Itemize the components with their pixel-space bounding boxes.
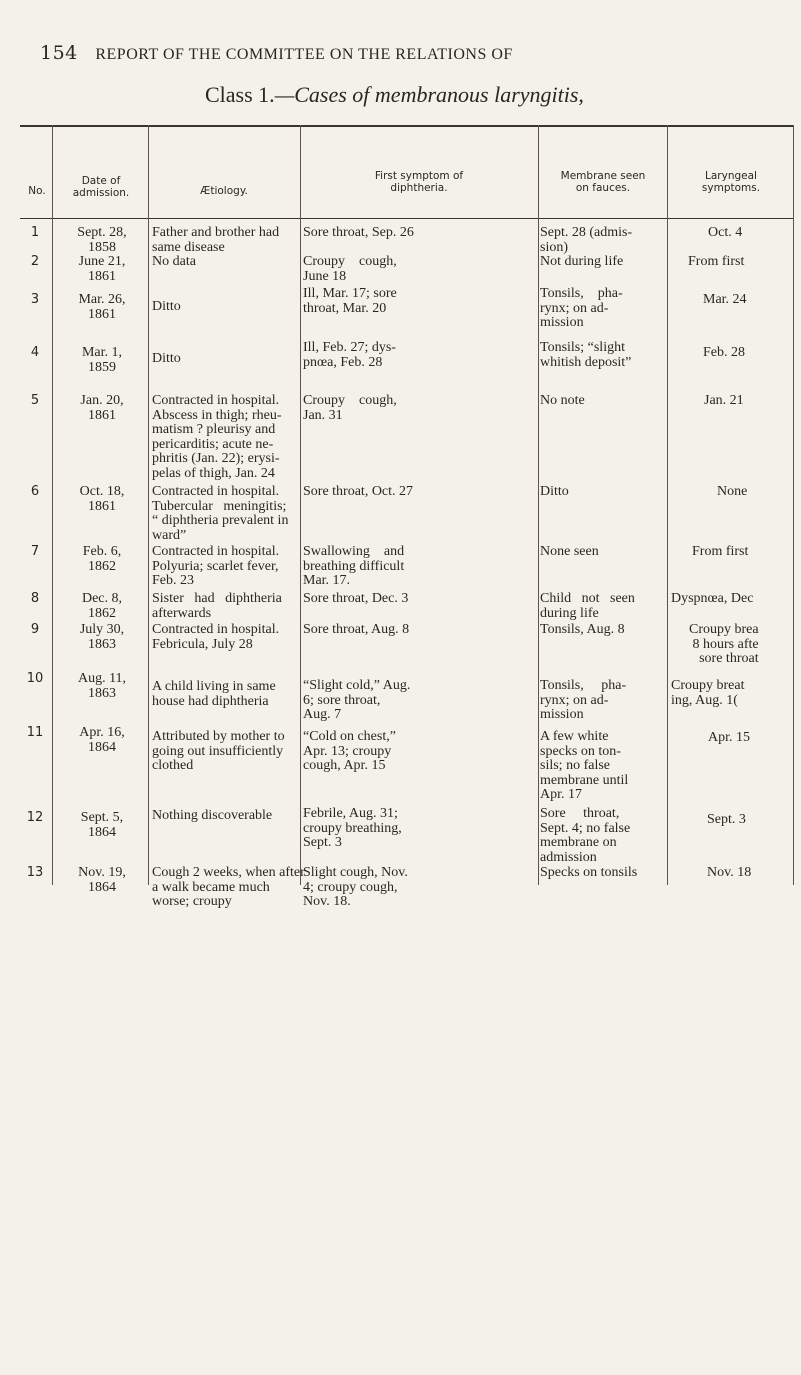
- row-date: Sept. 5, 1864: [80, 810, 124, 840]
- row-laryngeal: From first: [692, 544, 749, 559]
- row-laryngeal: From first: [688, 254, 745, 269]
- column-header-aetiology: Ætiology.: [200, 185, 248, 197]
- row-membrane: Sept. 28 (admis- sion): [540, 225, 633, 255]
- row-number: 6: [30, 484, 40, 499]
- row-number: 9: [30, 622, 40, 637]
- row-number: 11: [26, 725, 44, 740]
- row-aetiology: Sister had diphtheria afterwards: [152, 591, 282, 621]
- column-divider: [667, 125, 668, 885]
- row-membrane: None seen: [540, 544, 599, 559]
- row-first-symptom: “Slight cold,” Aug. 6; sore throat, Aug. 7: [303, 678, 411, 723]
- row-date: Oct. 18, 1861: [79, 484, 125, 514]
- row-aetiology: Contracted in hospital. Polyuria; scarlet fever, Feb. 23: [152, 544, 280, 589]
- row-first-symptom: Sore throat, Aug. 8: [303, 622, 410, 637]
- row-date: Aug. 11, 1863: [77, 671, 127, 701]
- column-header-laryngeal: Laryngeal symptoms.: [701, 170, 761, 194]
- row-laryngeal: Croupy brea 8 hours afte sore throat: [689, 622, 759, 667]
- row-aetiology: Attributed by mother to going out insufficiently clothed: [152, 729, 285, 774]
- class-prefix: Class 1.: [205, 82, 275, 107]
- row-number: 8: [30, 591, 40, 606]
- row-laryngeal: Croupy breat ing, Aug. 1(: [671, 678, 745, 708]
- row-aetiology: Ditto: [152, 299, 181, 314]
- row-first-symptom: Slight cough, Nov. 4; croupy cough, Nov. 18.: [303, 865, 408, 910]
- row-membrane: Tonsils; “slight whitish deposit”: [540, 340, 632, 370]
- class-subtitle: —Cases of membranous laryngitis,: [274, 82, 584, 107]
- row-first-symptom: “Cold on chest,” Apr. 13; croupy cough, Apr. 15: [303, 729, 396, 774]
- row-first-symptom: Febrile, Aug. 31; croupy breathing, Sept. 3: [303, 806, 402, 851]
- row-laryngeal: None: [717, 484, 748, 499]
- row-first-symptom: Swallowing and breathing difficult Mar. 17.: [303, 544, 405, 589]
- row-date: Jan. 20, 1861: [80, 393, 124, 423]
- row-laryngeal: Mar. 24: [703, 292, 747, 307]
- row-aetiology: A child living in same house had diphtheria: [152, 679, 276, 709]
- row-membrane: Tonsils, Aug. 8: [540, 622, 625, 637]
- row-first-symptom: Croupy cough, June 18: [303, 254, 397, 284]
- row-date: Apr. 16, 1864: [79, 725, 125, 755]
- row-first-symptom: Sore throat, Dec. 3: [303, 591, 409, 606]
- column-header-no: No.: [28, 185, 46, 197]
- row-membrane: A few white specks on ton- sils; no false membrane until Apr. 17: [540, 729, 629, 803]
- column-divider: [793, 125, 794, 885]
- row-first-symptom: Ill, Mar. 17; sore throat, Mar. 20: [303, 286, 397, 316]
- row-date: June 21, 1861: [78, 254, 126, 284]
- row-number: 10: [26, 671, 44, 686]
- page-header: [40, 42, 513, 64]
- row-number: 2: [30, 254, 40, 269]
- page-number: 154: [40, 42, 78, 64]
- row-first-symptom: Sore throat, Oct. 27: [303, 484, 414, 499]
- column-header-membrane: Membrane seen on fauces.: [560, 170, 646, 194]
- row-aetiology: Father and brother had same disease: [152, 225, 280, 255]
- top-rule: [20, 125, 793, 127]
- row-date: July 30, 1863: [79, 622, 125, 652]
- row-laryngeal: Apr. 15: [708, 730, 750, 745]
- row-aetiology: No data: [152, 254, 196, 269]
- row-laryngeal: Oct. 4: [708, 225, 743, 240]
- row-membrane: Tonsils, pha- rynx; on ad- mission: [540, 678, 627, 723]
- row-date: Dec. 8, 1862: [81, 591, 123, 621]
- row-number: 12: [26, 810, 44, 825]
- row-laryngeal: Dyspnœa, Dec: [671, 591, 754, 606]
- row-aetiology: Ditto: [152, 351, 181, 366]
- row-aetiology: Nothing discoverable: [152, 808, 273, 823]
- column-divider: [148, 125, 149, 885]
- column-header-date: Date of admission.: [72, 175, 130, 199]
- row-aetiology: Contracted in hospital. Abscess in thigh; rheu- matism ? pleurisy and pericarditis; acute ne- phritis (Jan. 22); erysi- pelas of thigh, Jan. 24: [152, 393, 282, 481]
- row-aetiology: Contracted in hospital. Febricula, July 28: [152, 622, 280, 652]
- row-membrane: No note: [540, 393, 585, 408]
- row-membrane: Sore throat, Sept. 4; no false membrane on admission: [540, 806, 631, 865]
- column-divider: [52, 125, 53, 885]
- row-number: 7: [30, 544, 40, 559]
- column-header-first-symptom: First symptom of diphtheria.: [374, 170, 464, 194]
- row-laryngeal: Feb. 28: [703, 345, 745, 360]
- row-date: Feb. 6, 1862: [82, 544, 122, 574]
- row-date: Mar. 1, 1859: [81, 345, 123, 375]
- row-aetiology: Contracted in hospital. Tubercular meningitis; “ diphtheria prevalent in ward”: [152, 484, 289, 543]
- class-title: [205, 82, 584, 108]
- column-divider: [538, 125, 539, 885]
- row-membrane: Tonsils, pha- rynx; on ad- mission: [540, 286, 623, 331]
- row-number: 13: [26, 865, 44, 880]
- row-number: 5: [30, 393, 40, 408]
- row-laryngeal: Nov. 18: [707, 865, 752, 880]
- row-laryngeal: Jan. 21: [704, 393, 744, 408]
- row-first-symptom: Croupy cough, Jan. 31: [303, 393, 397, 423]
- row-number: 1: [30, 225, 40, 240]
- row-date: Mar. 26, 1861: [78, 292, 126, 322]
- header-rule: [20, 218, 793, 219]
- row-number: 4: [30, 345, 40, 360]
- row-membrane: Ditto: [540, 484, 569, 499]
- row-first-symptom: Sore throat, Sep. 26: [303, 225, 414, 240]
- row-date: Nov. 19, 1864: [78, 865, 126, 895]
- row-membrane: Not during life: [540, 254, 624, 269]
- row-membrane: Specks on tonsils: [540, 865, 638, 880]
- row-membrane: Child not seen during life: [540, 591, 635, 621]
- row-laryngeal: Sept. 3: [707, 812, 746, 827]
- row-aetiology: Cough 2 weeks, when after a walk became much worse; croupy: [152, 865, 305, 910]
- column-divider: [300, 125, 301, 885]
- row-date: Sept. 28, 1858: [77, 225, 127, 255]
- row-number: 3: [30, 292, 40, 307]
- row-first-symptom: Ill, Feb. 27; dys- pnœa, Feb. 28: [303, 340, 396, 370]
- running-title: REPORT OF THE COMMITTEE ON THE RELATIONS OF: [95, 46, 513, 63]
